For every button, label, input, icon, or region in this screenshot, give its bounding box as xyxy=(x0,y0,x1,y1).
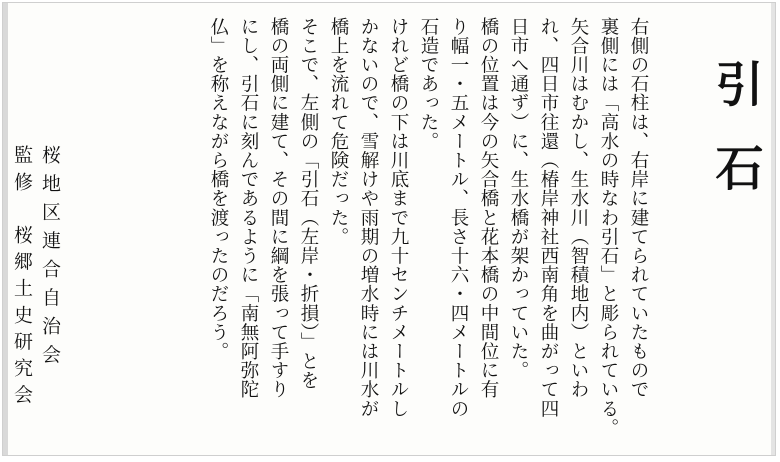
body-line: 裏側には「高水の時なわ引石」と彫られている。 xyxy=(598,17,619,438)
body-line: そこで、左側の「引石（左岸・折損）」とを xyxy=(298,17,319,390)
body-line: 矢合川はむかし、生水川（智積地内）といわ xyxy=(568,17,589,399)
body-line: れ、四日市往還（椿岸神社西南角を曲がって四 xyxy=(538,17,559,419)
body-line: 石造であった。 xyxy=(418,17,439,151)
body-line: 橋上を流れて危険だった。 xyxy=(328,17,349,247)
board-edge-right xyxy=(771,3,775,455)
body-line: 仏」を称えながら橋を渡ったのだろう。 xyxy=(208,17,229,361)
body-line: にし、引石に刻んであるように「南無阿弥陀 xyxy=(238,17,259,399)
credit-supervision: 監修 桜郷土史研究会 xyxy=(11,145,33,411)
body-line: 右側の石柱は、右岸に建てられていたもので xyxy=(628,17,649,399)
sign-title: 引石 xyxy=(707,59,763,227)
sign-body xyxy=(203,17,653,456)
body-line: り幅一・五メートル、長さ十六・四メートルの xyxy=(448,17,469,419)
body-line: かないので、雪解けや雨期の増水時には川水が xyxy=(358,17,379,419)
board-edge-left xyxy=(3,3,8,455)
body-line: けれど橋の下は川底まで九十センチメートルし xyxy=(388,17,409,419)
body-line: 橋の位置は今の矢合橋と花本橋の中間位に有 xyxy=(478,17,499,399)
body-line: 橋の両側に建て、その間に綱を張って手すり xyxy=(268,17,289,399)
body-line: 日市へ通ず）に、生水橋が架かっていた。 xyxy=(508,17,529,380)
credit-organization: 桜地区連合自治会 xyxy=(39,145,61,373)
signboard xyxy=(2,2,776,456)
